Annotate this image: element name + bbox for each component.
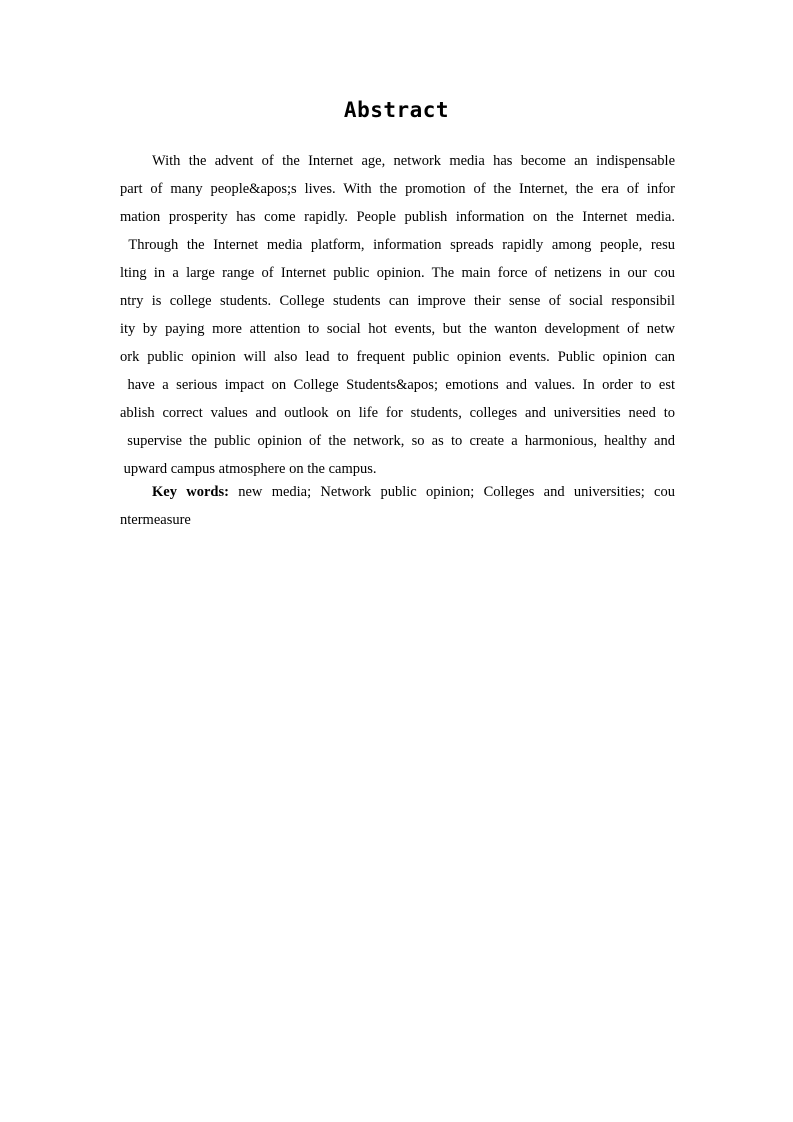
abstract-line: mation prosperity has come rapidly. People publish information on the Internet media. — [120, 209, 675, 225]
keywords-line — [120, 478, 675, 506]
abstract-line: supervise the public opinion of the network, so as to create a harmonious, healthy and — [120, 433, 675, 449]
abstract-line: ork public opinion will also lead to frequent public opinion events. Public opinion can — [120, 349, 675, 365]
keywords-paragraph — [120, 478, 675, 534]
abstract-line: ity by paying more attention to social hot events, but the wanton development of netw — [120, 321, 675, 337]
keywords-label: Key words: — [152, 484, 229, 500]
abstract-line: ablish correct values and outlook on life for students, colleges and universities need to — [120, 405, 675, 421]
abstract-line: ntry is college students. College students can improve their sense of social responsibil — [120, 293, 675, 309]
abstract-paragraph — [120, 147, 675, 483]
abstract-line: Through the Internet media platform, information spreads rapidly among people, resu — [120, 237, 675, 253]
abstract-line: lting in a large range of Internet public opinion. The main force of netizens in our cou — [120, 265, 675, 281]
abstract-line: upward campus atmosphere on the campus. — [120, 461, 377, 477]
abstract-line: have a serious impact on College Students&apos; emotions and values. In order to est — [120, 377, 675, 393]
abstract-title: Abstract — [343, 98, 450, 122]
keywords-text: new media; Network public opinion; Colleges and universities; cou — [228, 484, 675, 500]
keywords-line: ntermeasure — [120, 512, 191, 528]
abstract-line: part of many people&apos;s lives. With the promotion of the Internet, the era of infor — [120, 181, 675, 197]
abstract-line: With the advent of the Internet age, network media has become an indispensable — [152, 153, 675, 169]
